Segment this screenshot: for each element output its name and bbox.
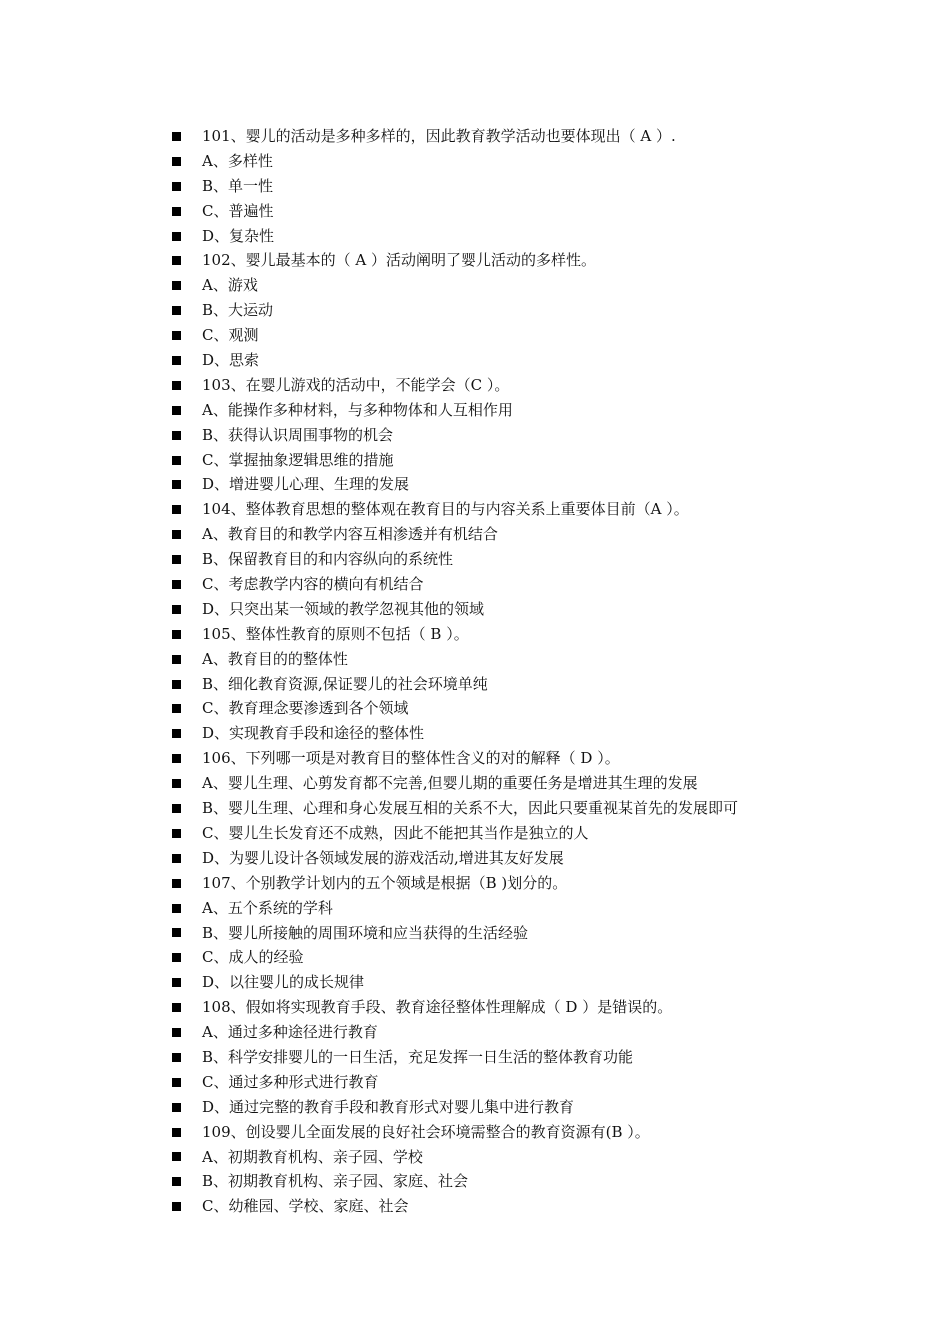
square-bullet-icon [172, 655, 181, 664]
square-bullet-icon [172, 132, 181, 141]
list-item [172, 746, 872, 771]
square-bullet-icon [172, 605, 181, 614]
list-item-text: 108、假如将实现教育手段、教育途径整体性理解成（ D ）是错误的。 [202, 998, 673, 1017]
square-bullet-icon [172, 1103, 181, 1112]
list-item-text: D、复杂性 [202, 226, 275, 245]
list-item-text: 101、婴儿的活动是多种多样的，因此教育教学活动也要体现出（ A ）. [202, 127, 676, 145]
list-item-text: D、思索 [202, 351, 260, 370]
square-bullet-icon [172, 381, 181, 390]
square-bullet-icon [172, 281, 181, 290]
list-item-text: D、通过完整的教育手段和教育形式对婴儿集中进行教育 [202, 1097, 575, 1116]
list-item [172, 970, 872, 995]
square-bullet-icon [172, 306, 181, 315]
list-item [172, 995, 872, 1020]
list-item [172, 846, 872, 871]
list-item [172, 547, 872, 572]
square-bullet-icon [172, 157, 181, 166]
square-bullet-icon [172, 704, 181, 713]
list-item-text: D、增进婴儿心理、生理的发展 [202, 475, 410, 494]
square-bullet-icon [172, 530, 181, 539]
list-item [172, 1194, 872, 1219]
list-item-text: C、成人的经验 [202, 948, 304, 967]
square-bullet-icon [172, 1202, 181, 1211]
list-item [172, 672, 872, 697]
list-item-text: D、为婴儿设计各领域发展的游戏活动,增进其友好发展 [202, 848, 564, 867]
list-item-text: C、婴儿生长发育还不成熟，因此不能把其当作是独立的人 [202, 823, 589, 842]
list-item-text: D、以往婴儿的成长规律 [202, 973, 365, 992]
square-bullet-icon [172, 456, 181, 465]
list-item [172, 821, 872, 846]
square-bullet-icon [172, 630, 181, 639]
square-bullet-icon [172, 879, 181, 888]
list-item [172, 248, 872, 273]
list-item-text: B、婴儿所接触的周围环境和应当获得的生活经验 [202, 923, 529, 942]
list-item [172, 174, 872, 199]
list-item [172, 348, 872, 373]
list-item [172, 871, 872, 896]
list-item [172, 1045, 872, 1070]
square-bullet-icon [172, 804, 181, 813]
square-bullet-icon [172, 356, 181, 365]
list-item [172, 124, 872, 149]
square-bullet-icon [172, 779, 181, 788]
list-item [172, 572, 872, 597]
list-item-text: A、游戏 [202, 276, 258, 295]
square-bullet-icon [172, 505, 181, 514]
list-item-text: A、通过多种途径进行教育 [202, 1023, 378, 1042]
list-item-text: C、普遍性 [202, 201, 274, 220]
list-item-text: B、大运动 [202, 301, 274, 320]
list-item [172, 1070, 872, 1095]
list-item [172, 945, 872, 970]
square-bullet-icon [172, 232, 181, 241]
list-item-text: C、考虑教学内容的横向有机结合 [202, 575, 424, 594]
square-bullet-icon [172, 207, 181, 216]
list-item [172, 896, 872, 921]
square-bullet-icon [172, 1053, 181, 1062]
list-item [172, 1120, 872, 1145]
list-item-text: D、只突出某一领域的教学忽视其他的领域 [202, 599, 485, 618]
list-item-text: C、通过多种形式进行教育 [202, 1072, 379, 1091]
list-item-text: B、保留教育目的和内容纵向的系统性 [202, 550, 454, 569]
square-bullet-icon [172, 1128, 181, 1137]
square-bullet-icon [172, 754, 181, 763]
list-item-text: B、初期教育机构、亲子园、家庭、社会 [202, 1172, 469, 1191]
list-item [172, 522, 872, 547]
list-item [172, 597, 872, 622]
list-item-text: A、能操作多种材料，与多种物体和人互相作用 [202, 400, 513, 419]
list-item [172, 647, 872, 672]
list-item [172, 622, 872, 647]
square-bullet-icon [172, 729, 181, 738]
list-item [172, 472, 872, 497]
list-item [172, 398, 872, 423]
list-item [172, 771, 872, 796]
list-item-text: A、教育目的的整体性 [202, 649, 348, 668]
list-item-text: A、五个系统的学科 [202, 898, 333, 917]
list-item-text: A、多样性 [202, 151, 273, 170]
square-bullet-icon [172, 580, 181, 589]
list-item-text: B、细化教育资源,保证婴儿的社会环境单纯 [202, 674, 488, 693]
list-item-text: C、幼稚园、学校、家庭、社会 [202, 1197, 409, 1216]
square-bullet-icon [172, 331, 181, 340]
square-bullet-icon [172, 480, 181, 489]
square-bullet-icon [172, 854, 181, 863]
list-item [172, 273, 872, 298]
list-item [172, 323, 872, 348]
question-list [172, 124, 872, 1219]
list-item-text: 105、整体性教育的原则不包括（ B ）。 [202, 624, 469, 643]
list-item-text: C、观测 [202, 326, 259, 345]
list-item [172, 1095, 872, 1120]
list-item [172, 1145, 872, 1170]
list-item [172, 448, 872, 473]
list-item-text: 107、个别教学计划内的五个领域是根据（B )划分的。 [202, 873, 568, 892]
list-item [172, 149, 872, 174]
square-bullet-icon [172, 1003, 181, 1012]
list-item-text: A、婴儿生理、心剪发育都不完善,但婴儿期的重要任务是增进其生理的发展 [202, 774, 698, 793]
list-item [172, 696, 872, 721]
square-bullet-icon [172, 431, 181, 440]
list-item-text: 103、在婴儿游戏的活动中，不能学会（C ）。 [202, 375, 510, 394]
square-bullet-icon [172, 406, 181, 415]
list-item-text: C、掌握抽象逻辑思维的措施 [202, 450, 394, 469]
list-item [172, 796, 872, 821]
list-item-text: 109、创设婴儿全面发展的良好社会环境需整合的教育资源有(B ）。 [202, 1122, 650, 1141]
list-item [172, 373, 872, 398]
list-item-text: D、实现教育手段和途径的整体性 [202, 724, 425, 743]
list-item [172, 721, 872, 746]
list-item [172, 224, 872, 249]
list-item-text: 106、下列哪一项是对教育目的整体性含义的对的解释（ D ）。 [202, 749, 620, 768]
list-item [172, 423, 872, 448]
square-bullet-icon [172, 680, 181, 689]
square-bullet-icon [172, 928, 181, 937]
list-item-text: C、教育理念要渗透到各个领域 [202, 699, 409, 718]
list-item [172, 199, 872, 224]
square-bullet-icon [172, 1152, 181, 1161]
square-bullet-icon [172, 256, 181, 265]
list-item-text: A、教育目的和教学内容互相渗透并有机结合 [202, 525, 498, 544]
list-item [172, 1169, 872, 1194]
square-bullet-icon [172, 829, 181, 838]
list-item [172, 497, 872, 522]
square-bullet-icon [172, 182, 181, 191]
list-item-text: A、初期教育机构、亲子园、学校 [202, 1147, 423, 1166]
list-item-text: B、婴儿生理、心理和身心发展互相的关系不大，因此只要重视某首先的发展即可 [202, 799, 739, 818]
list-item-text: 102、婴儿最基本的（ A ）活动阐明了婴儿活动的多样性。 [202, 251, 597, 270]
square-bullet-icon [172, 555, 181, 564]
list-item-text: 104、整体教育思想的整体观在教育目的与内容关系上重要体目前（A ）。 [202, 500, 689, 519]
square-bullet-icon [172, 953, 181, 962]
square-bullet-icon [172, 904, 181, 913]
list-item-text: B、获得认识周围事物的机会 [202, 425, 394, 444]
list-item [172, 298, 872, 323]
square-bullet-icon [172, 978, 181, 987]
square-bullet-icon [172, 1078, 181, 1087]
square-bullet-icon [172, 1177, 181, 1186]
list-item-text: B、科学安排婴儿的一日生活，充足发挥一日生活的整体教育功能 [202, 1047, 634, 1066]
square-bullet-icon [172, 1028, 181, 1037]
list-item-text: B、单一性 [202, 176, 274, 195]
list-item [172, 921, 872, 946]
list-item [172, 1020, 872, 1045]
